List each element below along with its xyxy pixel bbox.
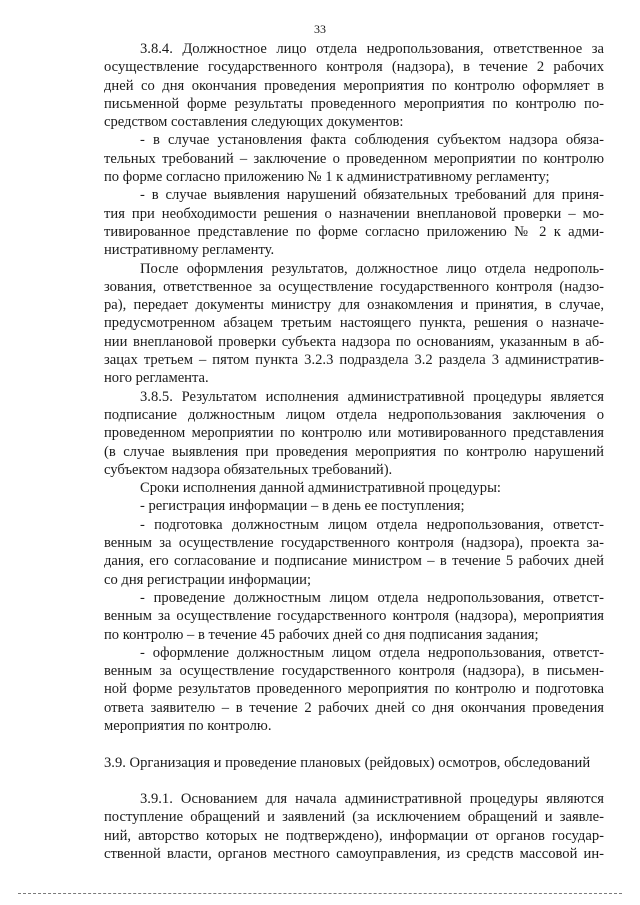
text-line: ной форме результатов проведенного мероприятия по контролю и подготовка (104, 681, 604, 698)
document-body (104, 40, 604, 863)
text-line: проведенном мероприятии по контролю или мотивированного представления (104, 425, 604, 442)
text-line: ответа заявителю – в течение 2 рабочих дней со дня окончания проведения (104, 699, 604, 716)
text-line: предусмотренном абзацем третьим настоящего пункта, решения о назначе- (104, 315, 604, 332)
text-line: - проведение должностным лицом отдела недропользования, ответст- (140, 589, 604, 606)
text-line: поступление обращений и заявлений (за исключением обращений и заявле- (104, 809, 604, 826)
text-line: нистративному регламенту. (104, 242, 275, 259)
text-line: После оформления результатов, должностное лицо отдела недрополь- (140, 260, 604, 277)
text-line: нии внеплановой проверки субъекта надзора по основаниям, указанным в аб- (104, 333, 604, 350)
text-line: зования, ответственное за осуществление государственного контроля (надзо- (104, 278, 604, 295)
text-line: тия при необходимости решения о назначении внеплановой проверки – мо- (104, 205, 604, 222)
text-line: по контролю – в течение 45 рабочих дней со дня подписания задания; (104, 626, 539, 643)
text-line: 3.9.1. Основанием для начала административной процедуры являются (140, 791, 604, 808)
blank-line (104, 735, 604, 753)
text-line: - в случае выявления нарушений обязательных требований для приня- (140, 187, 604, 204)
page-bottom-rule (18, 893, 622, 894)
text-line: средством составления следующих документов: (104, 114, 404, 131)
text-line: 3.8.5. Результатом исполнения административной процедуры является (140, 388, 604, 405)
text-line: (в случае выявления при проведения мероприятия по контролю нарушений (104, 443, 604, 460)
text-line: венным за осуществление государственного контроля (надзора), в письмен- (104, 663, 604, 680)
text-line: 3.8.4. Должностное лицо отдела недропользования, ответственное за (140, 41, 604, 57)
text-line: дания, его согласование и подписание министром – в течение 5 рабочих дней (104, 553, 604, 570)
text-line: со дня регистрации информации; (104, 571, 312, 588)
text-line: 3.9. Организация и проведение плановых (рейдовых) осмотров, обследований (104, 754, 591, 771)
text-line: ра), передает документы министру для ознакомления и принятия, в случае, (104, 297, 604, 314)
text-line: субъектом надзора обязательных требований). (104, 461, 393, 478)
text-line: осуществление государственного контроля (надзора), в течение 2 рабочих (104, 59, 604, 76)
text-line: зацах третьем – пятом пункта 3.2.3 подраздела 3.2 раздела 3 административ- (104, 352, 604, 369)
text-line: венным за осуществление государственного контроля (надзора), мероприятия (104, 608, 604, 625)
text-line: ного регламента. (104, 370, 209, 387)
text-line: ственной власти, органов местного самоуправления, из средств массовой ин- (104, 846, 604, 863)
text-line: - оформление должностным лицом отдела недропользования, ответст- (140, 644, 604, 661)
text-line: дней со дня окончания проведения мероприятия по контролю оформляет в (104, 77, 604, 94)
text-line: - подготовка должностным лицом отдела недропользования, ответст- (140, 516, 604, 533)
text-line: подписание должностным лицом отдела недропользования заключения о (104, 406, 604, 423)
text-line: письменной форме результаты проведенного мероприятия по контролю по- (104, 95, 604, 112)
text-line: Сроки исполнения данной административной процедуры: (140, 480, 501, 497)
text-line: мероприятия по контролю. (104, 717, 272, 734)
page-number: 33 (314, 22, 326, 36)
text-line: ний, авторство которых не подтверждено), информации от органов государ- (104, 827, 604, 844)
blank-line (104, 772, 604, 790)
text-line: венным за осуществление государственного контроля (надзора), проекта за- (104, 535, 604, 552)
text-line: тельных требований – заключение о проведенном мероприятии по контролю (104, 150, 604, 167)
text-line: - регистрация информации – в день ее поступления; (140, 498, 465, 515)
text-line: тивированное представление по форме согласно приложению № 2 к адми- (104, 223, 604, 240)
text-line: - в случае установления факта соблюдения субъектом надзора обяза- (140, 132, 604, 149)
text-line: по форме согласно приложению № 1 к административному регламенту; (104, 169, 550, 186)
